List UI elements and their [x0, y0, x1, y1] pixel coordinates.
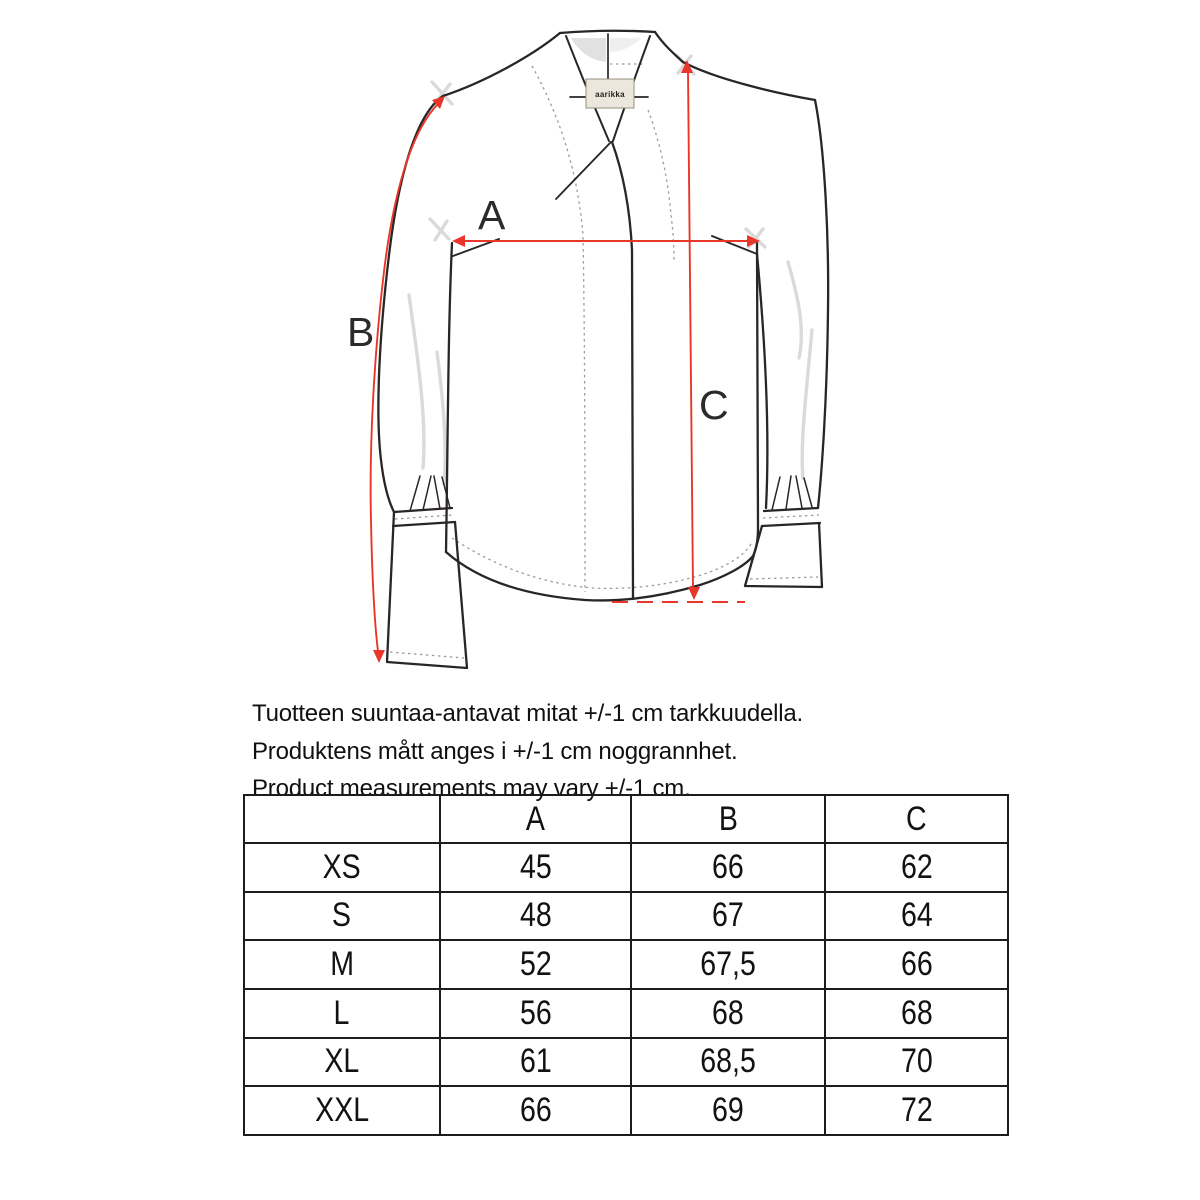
measure-A-label: A	[478, 192, 506, 238]
note-swedish: Produktens mått anges i +/-1 cm noggrannhet.	[252, 737, 738, 765]
measurement-lines	[371, 60, 760, 663]
measure-B-arrow	[371, 96, 445, 663]
table-row: XS 45 66 62	[244, 843, 1008, 892]
table-row: XL 61 68,5 70	[244, 1038, 1008, 1087]
brand-tag-label: aarikka	[595, 90, 625, 99]
tolerance-notes	[252, 695, 803, 808]
table-row: M 52 67,5 66	[244, 940, 1008, 989]
measure-B-label: B	[347, 309, 375, 355]
stitch-lines	[390, 64, 819, 658]
table-row: S 48 67 64	[244, 892, 1008, 941]
table-row: XXL 66 69 72	[244, 1086, 1008, 1135]
header-B: B	[631, 795, 825, 843]
note-finnish: Tuotteen suuntaa-antavat mitat +/-1 cm tarkkuudella.	[252, 700, 804, 727]
table-row: L 56 68 68	[244, 989, 1008, 1038]
note-english: Product measurements may vary +/-1 cm.	[252, 775, 691, 802]
size-table	[243, 794, 1009, 1136]
measure-C-label: C	[699, 382, 729, 428]
shading-marks	[409, 55, 812, 484]
header-C: C	[825, 795, 1008, 843]
header-A: A	[440, 795, 632, 843]
table-header-row	[244, 795, 1008, 843]
garment-outline	[378, 31, 828, 668]
header-size	[244, 795, 440, 843]
brand-tag	[586, 79, 634, 108]
collar-shading	[571, 38, 641, 62]
